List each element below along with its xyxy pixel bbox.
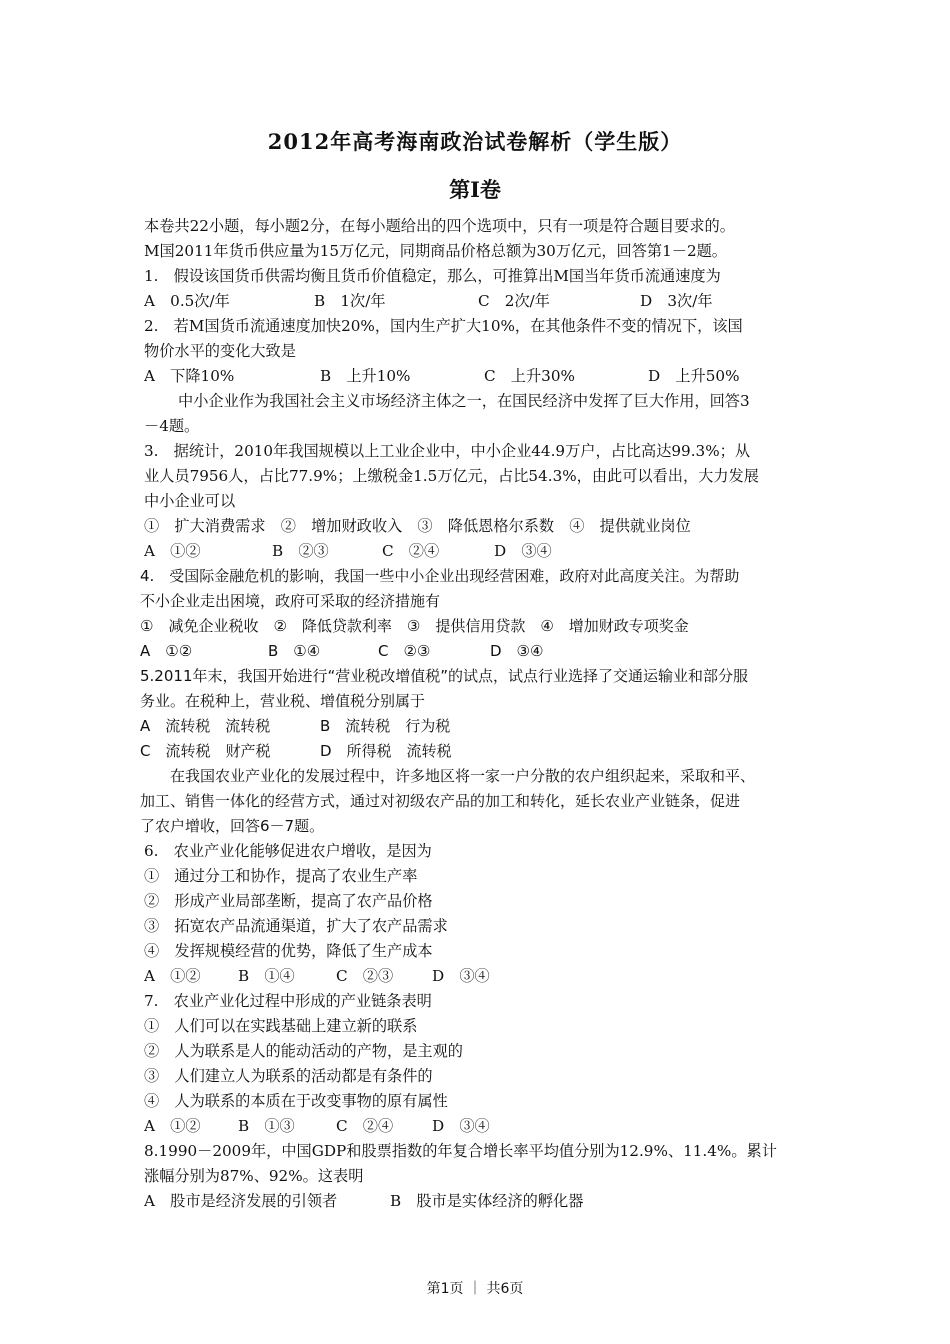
option-c: C 2次/年 bbox=[478, 292, 550, 310]
option-a: A ①② bbox=[144, 967, 201, 985]
option-c: C ②④ bbox=[382, 542, 440, 560]
option-d: D ③④ bbox=[432, 1117, 490, 1135]
question-6-choice: ① 通过分工和协作，提高了农业生产率 bbox=[144, 867, 418, 885]
page-footer: 第1页 ｜ 共6页 bbox=[426, 1281, 524, 1297]
option-b: B ①④ bbox=[238, 967, 295, 985]
question-3-cont: 中小企业可以 bbox=[144, 492, 236, 510]
question-5-options-cd bbox=[140, 739, 814, 764]
passage-line: 中小企业作为我国社会主义市场经济主体之一，在国民经济中发挥了巨大作用，回答3 bbox=[178, 392, 750, 410]
option-c: C ②③ bbox=[378, 642, 431, 660]
question-6-options bbox=[144, 964, 814, 989]
question-8-options bbox=[144, 1189, 814, 1214]
option-d: D ③④ bbox=[494, 542, 552, 560]
option-d: D ③④ bbox=[432, 967, 490, 985]
question-1-options bbox=[144, 289, 814, 314]
option-d: D ③④ bbox=[490, 642, 544, 660]
option-b: B ①④ bbox=[268, 642, 321, 660]
question-3-options bbox=[144, 539, 814, 564]
option-b: B 流转税 行为税 bbox=[320, 717, 451, 735]
option-d: D 所得税 流转税 bbox=[320, 742, 452, 760]
exam-content bbox=[140, 214, 814, 1214]
question-4-options bbox=[140, 639, 814, 664]
option-b: B ②③ bbox=[272, 542, 329, 560]
question-7-choice: ③ 人们建立人为联系的活动都是有条件的 bbox=[144, 1067, 433, 1085]
question-6-choice: ④ 发挥规模经营的优势，降低了生产成本 bbox=[144, 942, 433, 960]
option-c: C 上升30% bbox=[484, 367, 575, 385]
option-d: D 3次/年 bbox=[640, 292, 713, 310]
question-2-options bbox=[144, 364, 814, 389]
question-7-choice: ④ 人为联系的本质在于改变事物的原有属性 bbox=[144, 1092, 448, 1110]
question-8: 8.1990－2009年，中国GDP和股票指数的年复合增长率平均值分别为12.9%、11.4%。累计 bbox=[144, 1142, 777, 1160]
option-a: A 股市是经济发展的引领者 bbox=[144, 1192, 338, 1210]
question-3-choices: ① 扩大消费需求 ② 增加财政收入 ③ 降低恩格尔系数 ④ 提供就业岗位 bbox=[144, 517, 691, 535]
question-5-cont: 务业。在税种上，营业税、增值税分别属于 bbox=[140, 692, 426, 710]
passage-line: 在我国农业产业化的发展过程中，许多地区将一家一户分散的农户组织起来，采取和平、 bbox=[170, 767, 756, 785]
instructions-line: 本卷共22小题，每小题2分，在每小题给出的四个选项中，只有一项是符合题目要求的。 bbox=[144, 217, 735, 235]
question-3-cont: 业人员7956人，占比77.9%；上缴税金1.5万亿元，占比54.3%，由此可以看出，大力发展 bbox=[144, 467, 759, 485]
question-4-cont: 不小企业走出困境，政府可采取的经济措施有 bbox=[140, 592, 441, 610]
question-6-choice: ② 形成产业局部垄断，提高了农产品价格 bbox=[144, 892, 433, 910]
question-7-choice: ① 人们可以在实践基础上建立新的联系 bbox=[144, 1017, 418, 1035]
option-b: B 股市是实体经济的孵化器 bbox=[390, 1192, 584, 1210]
document-title: 2012年高考海南政治试卷解析（学生版） bbox=[267, 129, 683, 154]
question-4: 4. 受国际金融危机的影响，我国一些中小企业出现经营困难，政府对此高度关注。为帮助 bbox=[140, 567, 740, 585]
question-5: 5.2011年末，我国开始进行“营业税改增值税”的试点，试点行业选择了交通运输业和部分服 bbox=[140, 667, 749, 685]
option-a: A 流转税 流转税 bbox=[140, 717, 271, 735]
option-c: C ②③ bbox=[336, 967, 394, 985]
option-d: D 上升50% bbox=[648, 367, 740, 385]
option-b: B 1次/年 bbox=[314, 292, 386, 310]
passage-line: 了农户增收，回答6－7题。 bbox=[140, 817, 325, 835]
passage-line: M国2011年货币供应量为15万亿元，同期商品价格总额为30万亿元，回答第1－2题。 bbox=[144, 242, 727, 260]
option-c: C 流转税 财产税 bbox=[140, 742, 271, 760]
question-1: 1. 假设该国货币供需均衡且货币价值稳定，那么，可推算出M国当年货币流通速度为 bbox=[144, 267, 721, 285]
question-8-cont: 涨幅分别为87%、92%。这表明 bbox=[144, 1167, 364, 1185]
option-a: A 下降10% bbox=[144, 367, 235, 385]
passage-line: 加工、销售一体化的经营方式，通过对初级农产品的加工和转化，延长农业产业链条，促进 bbox=[140, 792, 741, 810]
question-2-cont: 物价水平的变化大致是 bbox=[144, 342, 296, 360]
option-c: C ②④ bbox=[336, 1117, 394, 1135]
question-5-options-ab bbox=[140, 714, 814, 739]
question-4-choices: ① 减免企业税收 ② 降低贷款利率 ③ 提供信用贷款 ④ 增加财政专项奖金 bbox=[140, 617, 689, 635]
option-b: B 上升10% bbox=[320, 367, 411, 385]
question-2: 2. 若M国货币流通速度加快20%，国内生产扩大10%，在其他条件不变的情况下，该国 bbox=[144, 317, 743, 335]
question-6-choice: ③ 拓宽农产品流通渠道，扩大了农产品需求 bbox=[144, 917, 448, 935]
section-heading: 第Ⅰ卷 bbox=[449, 177, 501, 202]
option-a: A ①② bbox=[140, 642, 193, 660]
option-a: A 0.5次/年 bbox=[144, 292, 230, 310]
option-a: A ①② bbox=[144, 1117, 201, 1135]
option-a: A ①② bbox=[144, 542, 201, 560]
question-3: 3. 据统计，2010年我国规模以上工业企业中，中小企业44.9万户，占比高达99.3%；从 bbox=[144, 442, 751, 460]
question-7: 7. 农业产业化过程中形成的产业链条表明 bbox=[144, 992, 432, 1010]
question-6: 6. 农业产业化能够促进农户增收，是因为 bbox=[144, 842, 432, 860]
question-7-options bbox=[144, 1114, 814, 1139]
option-b: B ①③ bbox=[238, 1117, 295, 1135]
question-7-choice: ② 人为联系是人的能动活动的产物，是主观的 bbox=[144, 1042, 463, 1060]
passage-line: －4题。 bbox=[144, 417, 200, 435]
